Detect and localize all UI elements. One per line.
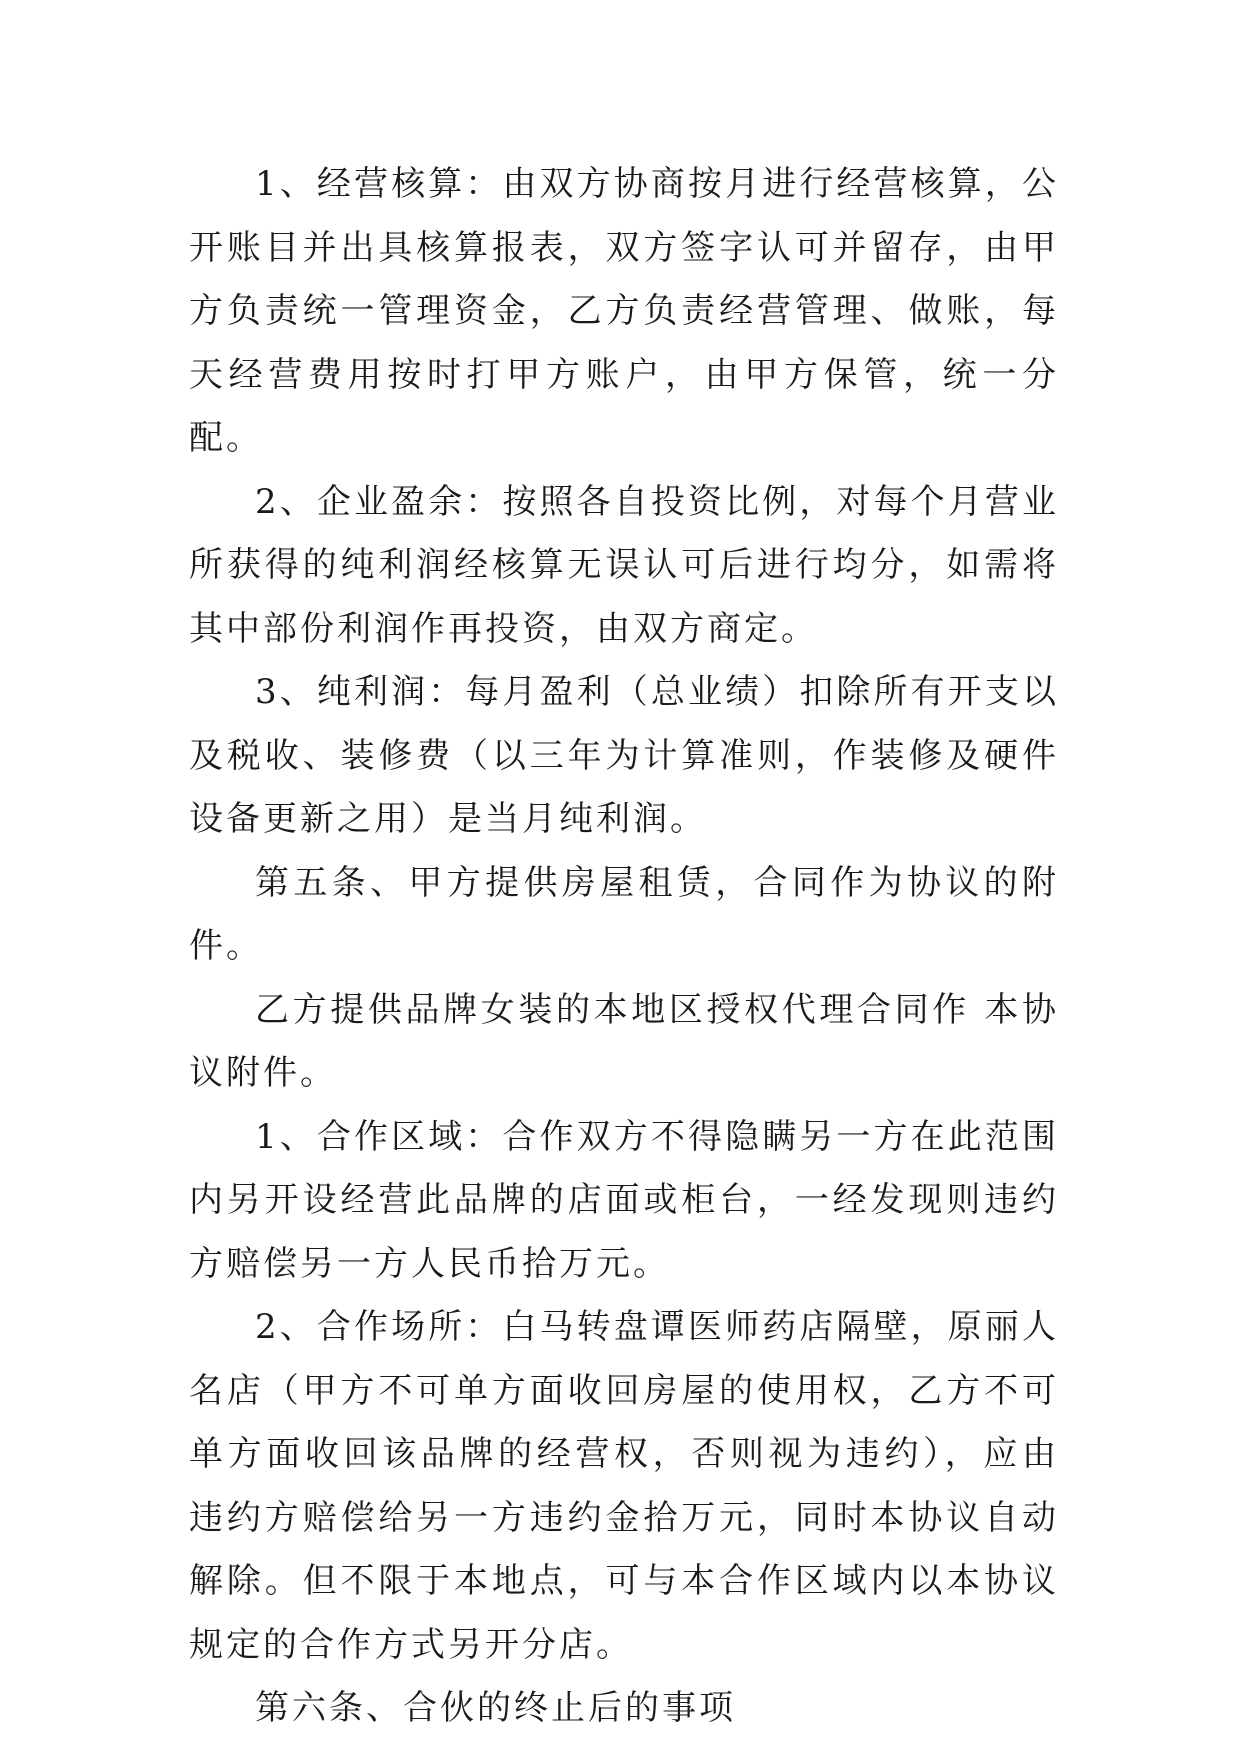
paragraph-accounting: 1、经营核算：由双方协商按月进行经营核算，公开账目并出具核算报表，双方签字认可并留存，由甲方负责统一管理资金，乙方负责经营管理、做账，每天经营费用按时打甲方账户，由甲方保管，统一分配。 <box>189 164 1059 458</box>
document-body <box>189 153 1059 1741</box>
paragraph-net-profit: 3、纯利润：每月盈利（总业绩）扣除所有开支以及税收、装修费（以三年为计算准则，作装修及硬件设备更新之用）是当月纯利润。 <box>189 672 1059 839</box>
paragraph-cooperation-venue: 2、合作场所：白马转盘谭医师药店隔壁，原丽人名店（甲方不可单方面收回房屋的使用权，乙方不可单方面收回该品牌的经营权，否则视为违约），应由违约方赔偿给另一方违约金拾万元，同时本协议自动解除。但不限于本地点，可与本合作区域内以本协议规定的合作方式另开分店。 <box>189 1307 1059 1665</box>
paragraph-article-six: 第六条、合伙的终止后的事项 <box>255 1688 736 1728</box>
paragraph-party-b-contract: 乙方提供品牌女装的本地区授权代理合同作 本协议附件。 <box>189 989 1059 1093</box>
paragraph-article-five: 第五条、甲方提供房屋租赁，合同作为协议的附件。 <box>189 862 1059 966</box>
paragraph-cooperation-area: 1、合作区域：合作双方不得隐瞒另一方在此范围内另开设经营此品牌的店面或柜台，一经发现则违约方赔偿另一方人民币拾万元。 <box>189 1116 1059 1284</box>
paragraph-surplus: 2、企业盈余：按照各自投资比例，对每个月营业所获得的纯利润经核算无误认可后进行均分，如需将其中部份利润作再投资，由双方商定。 <box>189 481 1059 649</box>
